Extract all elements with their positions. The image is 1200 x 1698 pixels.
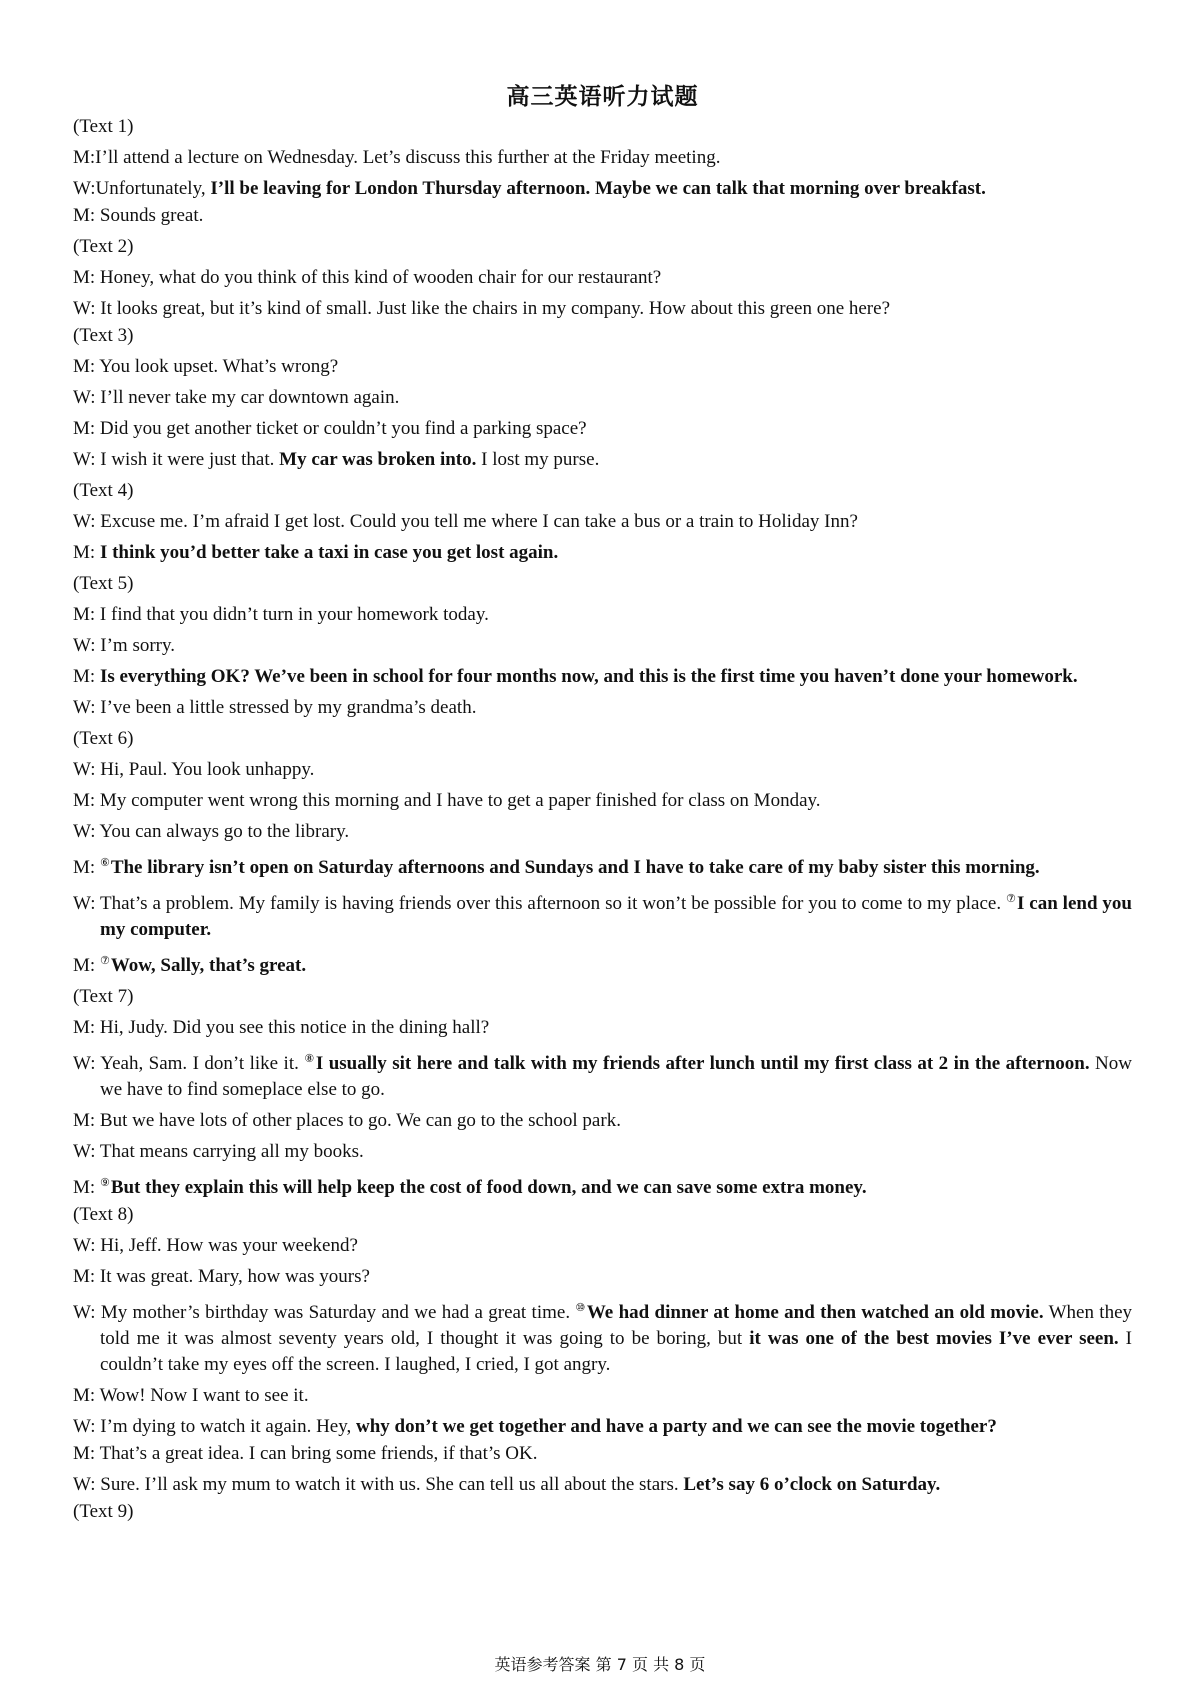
answer-text: My car was broken into. xyxy=(279,449,477,470)
dialog-text: M: It was great. Mary, how was yours? xyxy=(73,1266,370,1287)
answer-marker: ⑧ xyxy=(304,1052,315,1065)
dialog-text: W: Sure. I’ll ask my mum to watch it with us. She can tell us all about the stars. xyxy=(73,1474,684,1495)
answer-text: I think you’d better take a taxi in case you get lost again. xyxy=(99,542,559,563)
dialog-text: W: I’ve been a little stressed by my grandma’s death. xyxy=(73,697,477,718)
answer-text: it was one of the best movies I’ve ever seen. xyxy=(749,1328,1119,1349)
dialog-text: (Text 1) xyxy=(73,116,134,137)
dialog-text: W:Unfortunately, xyxy=(73,178,211,199)
answer-text: I usually sit here and talk with my friends after lunch until my first class at 2 in the afternoon. xyxy=(315,1053,1090,1074)
dialog-line xyxy=(73,1170,1132,1201)
dialog-line xyxy=(73,788,1132,814)
dialog-line xyxy=(73,819,1132,845)
dialog-line xyxy=(73,203,1132,229)
dialog-line xyxy=(73,695,1132,721)
dialog-text: (Text 3) xyxy=(73,325,134,346)
dialog-text: M: xyxy=(73,1177,100,1198)
dialog-line xyxy=(73,757,1132,783)
answer-text: I can lend you my computer. xyxy=(100,893,1132,940)
dialog-text: M: Wow! Now I want to see it. xyxy=(73,1385,309,1406)
dialog-text: M: I find that you didn’t turn in your homework today. xyxy=(73,604,489,625)
dialog-line xyxy=(73,509,1132,535)
dialog-text: M: Hi, Judy. Did you see this notice in the dining hall? xyxy=(73,1017,490,1038)
dialog-text: Now we have to find someplace else to go. xyxy=(100,1053,1132,1100)
dialog-line xyxy=(73,1441,1132,1467)
dialog-text: W: You can always go to the library. xyxy=(73,821,350,842)
dialog-text: M: My computer went wrong this morning and I have to get a paper finished for class on Monday. xyxy=(73,790,821,811)
dialog-line xyxy=(73,948,1132,979)
page-title: 高三英语听力试题 xyxy=(506,84,699,110)
dialog-text: W: My mother’s birthday was Saturday and we had a great time. xyxy=(73,1302,576,1323)
dialog-line xyxy=(73,886,1132,943)
dialog-line xyxy=(73,850,1132,881)
dialog-line xyxy=(73,1108,1132,1134)
dialog-text: M:I’ll attend a lecture on Wednesday. Let’s discuss this further at the Friday meeting. xyxy=(73,147,721,168)
dialog-line xyxy=(73,176,1132,202)
dialog-text: M: xyxy=(73,955,100,976)
dialog-line xyxy=(73,1472,1132,1498)
dialog-text: (Text 6) xyxy=(73,728,134,749)
dialog-line xyxy=(73,1046,1132,1103)
answer-text: Let’s say 6 o’clock on Saturday. xyxy=(683,1474,941,1495)
dialog-text: (Text 4) xyxy=(73,480,134,501)
dialog-line xyxy=(73,1139,1132,1165)
dialog-text: W: Hi, Jeff. How was your weekend? xyxy=(73,1235,358,1256)
dialog-text: W: I’ll never take my car downtown again. xyxy=(73,387,400,408)
text-section-heading xyxy=(73,726,1132,752)
dialog-line xyxy=(73,354,1132,380)
dialog-text: M: xyxy=(73,857,100,878)
answer-text: The library isn’t open on Saturday afternoons and Sundays and I have to take care of my baby sister this morning. xyxy=(110,857,1040,878)
answer-text: Is everything OK? We’ve been in school for four months now, and this is the first time you haven’t done your homework. xyxy=(99,666,1078,687)
dialog-line xyxy=(73,447,1132,473)
dialog-line xyxy=(73,602,1132,628)
dialog-text: M: xyxy=(73,666,100,687)
dialog-line xyxy=(73,385,1132,411)
dialog-text: I lost my purse. xyxy=(476,449,600,470)
text-section-heading xyxy=(73,114,1132,140)
text-section-heading xyxy=(73,323,1132,349)
dialog-line xyxy=(73,1233,1132,1259)
dialog-text: (Text 7) xyxy=(73,986,134,1007)
answer-text: Wow, Sally, that’s great. xyxy=(110,955,307,976)
dialog-line xyxy=(73,416,1132,442)
dialog-text: W: Hi, Paul. You look unhappy. xyxy=(73,759,315,780)
answer-text: I’ll be leaving for London Thursday afternoon. Maybe we can talk that morning over breakfast. xyxy=(210,178,986,199)
dialog-text: M: That’s a great idea. I can bring some friends, if that’s OK. xyxy=(73,1443,538,1464)
answer-marker: ⑦ xyxy=(1005,892,1016,905)
dialog-line xyxy=(73,296,1132,322)
dialog-text: M: Did you get another ticket or couldn’t you find a parking space? xyxy=(73,418,587,439)
transcript-body xyxy=(73,114,1132,1525)
dialog-text: W: I’m dying to watch it again. Hey, xyxy=(73,1416,356,1437)
text-section-heading xyxy=(73,1202,1132,1228)
text-section-heading xyxy=(73,571,1132,597)
answer-marker: ⑥ xyxy=(99,856,110,869)
dialog-text: W: Yeah, Sam. I don’t like it. xyxy=(73,1053,305,1074)
answer-text: We had dinner at home and then watched an old movie. xyxy=(586,1302,1044,1323)
text-section-heading xyxy=(73,984,1132,1010)
dialog-text: M: xyxy=(73,542,100,563)
answer-marker: ⑨ xyxy=(99,1176,110,1189)
dialog-text: (Text 8) xyxy=(73,1204,134,1225)
answer-text: why don’t we get together and have a party and we can see the movie together? xyxy=(356,1416,997,1437)
dialog-line xyxy=(73,265,1132,291)
dialog-line xyxy=(73,1015,1132,1041)
dialog-line xyxy=(73,1295,1132,1378)
dialog-text: (Text 5) xyxy=(73,573,134,594)
answer-marker: ⑦ xyxy=(99,954,110,967)
answer-text: But they explain this will help keep the cost of food down, and we can save some extra money. xyxy=(110,1177,867,1198)
dialog-text: W: That’s a problem. My family is having friends over this afternoon so it won’t be possible for you to come to my place. xyxy=(73,893,1006,914)
dialog-text: W: I’m sorry. xyxy=(73,635,176,656)
dialog-text: M: But we have lots of other places to go. We can go to the school park. xyxy=(73,1110,621,1131)
dialog-text: W: I wish it were just that. xyxy=(73,449,280,470)
dialog-line xyxy=(73,540,1132,566)
dialog-text: (Text 9) xyxy=(73,1501,134,1522)
dialog-line xyxy=(73,1383,1132,1409)
dialog-line xyxy=(73,145,1132,171)
text-section-heading xyxy=(73,234,1132,260)
dialog-line xyxy=(73,633,1132,659)
dialog-text: M: Sounds great. xyxy=(73,205,204,226)
dialog-text: W: Excuse me. I’m afraid I get lost. Could you tell me where I can take a bus or a train to Holiday Inn? xyxy=(73,511,858,532)
dialog-text: W: That means carrying all my books. xyxy=(73,1141,364,1162)
dialog-text: (Text 2) xyxy=(73,236,134,257)
dialog-line xyxy=(73,664,1132,690)
dialog-text: M: You look upset. What’s wrong? xyxy=(73,356,339,377)
text-section-heading xyxy=(73,478,1132,504)
dialog-text: M: Honey, what do you think of this kind of wooden chair for our restaurant? xyxy=(73,267,662,288)
dialog-text: W: It looks great, but it’s kind of small. Just like the chairs in my company. How about this green one here? xyxy=(73,298,890,319)
page-footer: 英语参考答案 第 7 页 共 8 页 xyxy=(494,1655,706,1674)
dialog-text: When they told me it was almost seventy years old, I thought it was going to be boring, but xyxy=(100,1302,1133,1349)
dialog-line xyxy=(73,1414,1132,1440)
dialog-line xyxy=(73,1264,1132,1290)
text-section-heading xyxy=(73,1499,1132,1525)
dialog-text: I couldn’t take my eyes off the screen. I laughed, I cried, I got angry. xyxy=(100,1328,1133,1375)
answer-marker: ⑩ xyxy=(575,1301,586,1314)
